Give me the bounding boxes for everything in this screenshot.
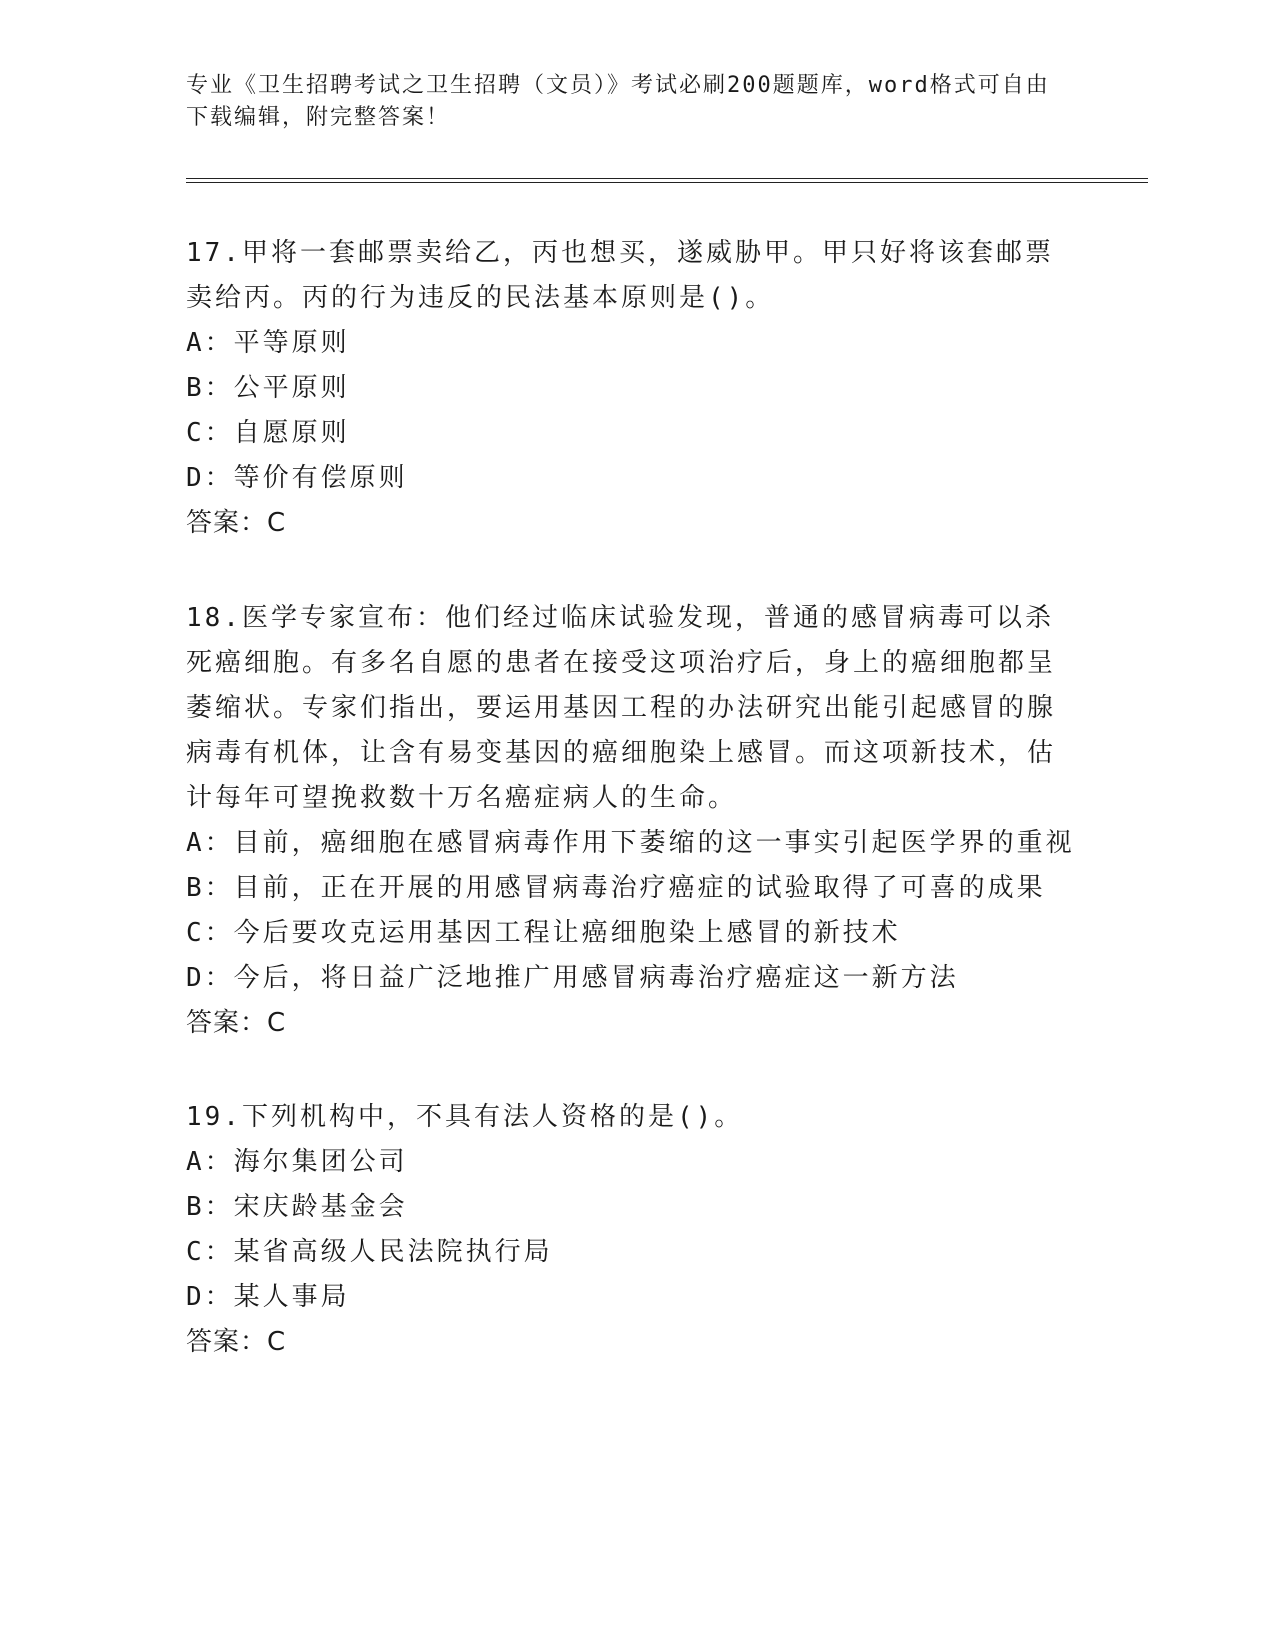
header-divider-bottom <box>186 182 1148 183</box>
question-stem: 19.下列机构中，不具有法人资格的是()。 <box>186 1102 744 1132</box>
option-b: B：目前，正在开展的用感冒病毒治疗癌症的试验取得了可喜的成果 <box>186 873 1046 903</box>
answer-line: 答案：C <box>186 1327 287 1357</box>
question-stem: 18.医学专家宣布：他们经过临床试验发现，普通的感冒病毒可以杀死癌细胞。有多名自愿的患者在接受这项治疗后，身上的癌细胞都呈萎缩状。专家们指出，要运用基因工程的办法研究出能引起感冒的腺病毒有机体，让含有易变基因的癌细胞染上感冒。而这项新技术，估计每年可望挽救数十万名癌症病人的生命。 <box>186 603 1057 813</box>
question-19 <box>186 1095 1066 1365</box>
option-d: D：等价有偿原则 <box>186 463 408 493</box>
question-stem: 17.甲将一套邮票卖给乙，丙也想买，遂威胁甲。甲只好将该套邮票卖给丙。丙的行为违反的民法基本原则是()。 <box>186 238 1054 313</box>
question-18 <box>186 596 1075 1046</box>
option-a: A：平等原则 <box>186 328 350 358</box>
answer-line: 答案：C <box>186 1008 287 1038</box>
option-c: C：今后要攻克运用基因工程让癌细胞染上感冒的新技术 <box>186 918 901 948</box>
header-divider-top <box>186 178 1148 179</box>
option-b: B：宋庆龄基金会 <box>186 1192 408 1222</box>
option-d: D：某人事局 <box>186 1282 350 1312</box>
option-a: A：海尔集团公司 <box>186 1147 408 1177</box>
option-a: A：目前，癌细胞在感冒病毒作用下萎缩的这一事实引起医学界的重视 <box>186 828 1075 858</box>
question-17 <box>186 231 1066 546</box>
option-c: C：自愿原则 <box>186 418 350 448</box>
option-d: D：今后，将日益广泛地推广用感冒病毒治疗癌症这一新方法 <box>186 963 959 993</box>
option-b: B：公平原则 <box>186 373 350 403</box>
document-intro: 专业《卫生招聘考试之卫生招聘（文员）》考试必刷200题题库，word格式可自由下载编辑，附完整答案！ <box>186 73 1050 130</box>
option-c: C：某省高级人民法院执行局 <box>186 1237 553 1267</box>
answer-line: 答案：C <box>186 508 287 538</box>
